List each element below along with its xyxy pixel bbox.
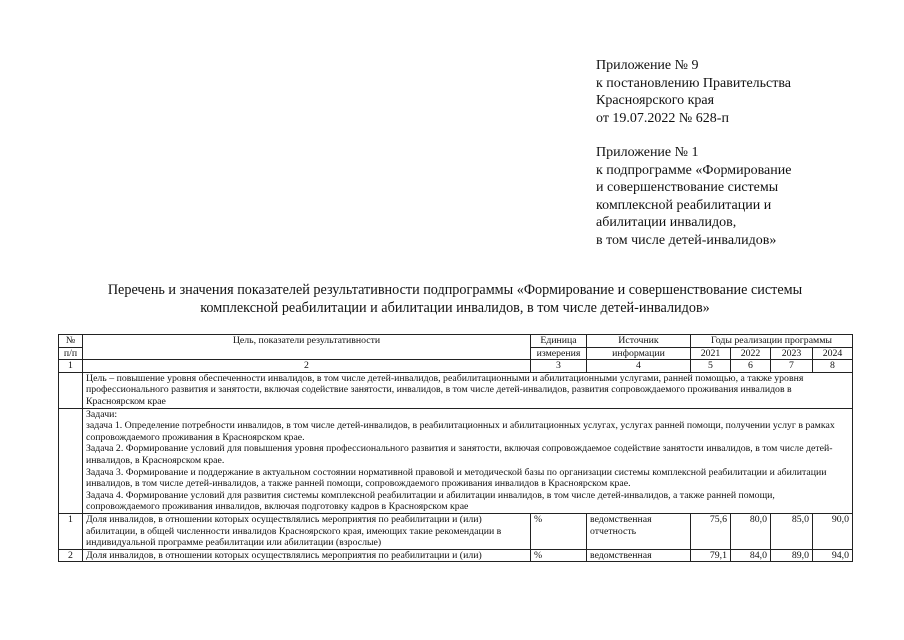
row-value: 89,0 — [771, 549, 813, 562]
tasks-cell — [83, 408, 853, 513]
indicators-table — [58, 334, 853, 562]
row-value: 75,6 — [691, 513, 731, 549]
header-num: № — [59, 335, 83, 348]
appendix-sub-line: комплексной реабилитации и — [596, 197, 772, 213]
header-source: информации — [587, 347, 691, 360]
column-number: 7 — [771, 360, 813, 373]
header-year: 2024 — [813, 347, 853, 360]
row-value: 80,0 — [731, 513, 771, 549]
goal-row — [59, 372, 853, 408]
row-source: ведомственная — [587, 549, 691, 562]
row-unit: % — [531, 513, 587, 549]
header-num: п/п — [59, 347, 83, 360]
task-item: задача 1. Определение потребности инвалидов, в том числе детей-инвалидов, в реабилитационных и абилитационных услугах, услугах ранней помощи, получении услуг в рамках сопровождаемого проживания в Красноярском крае. — [86, 420, 835, 443]
column-number: 8 — [813, 360, 853, 373]
task-item: Задача 3. Формирование и поддержание в актуальном состоянии нормативной правовой и методической базы по организации системы комплексной реабилитации и абилитации инвалидов, в том числе детей-инвалидов, а также ранней помощи, сопровождаемого проживания инвалидов в Красноярском крае. — [86, 466, 827, 490]
document-title-line: Перечень и значения показателей результативности подпрограммы «Формирование и совершенствование системы — [107, 282, 803, 298]
appendix-sub-line: к подпрограмме «Формирование — [596, 162, 792, 178]
column-number: 2 — [83, 360, 531, 373]
column-number-row — [59, 360, 853, 373]
column-number: 6 — [731, 360, 771, 373]
tasks-row — [59, 408, 853, 513]
row-source: ведомственная отчетность — [587, 513, 691, 549]
row-value: 79,1 — [691, 549, 731, 562]
table-row — [59, 513, 853, 549]
table-header-row — [59, 335, 853, 348]
header-years-title: Годы реализации программы — [691, 335, 853, 348]
row-value: 85,0 — [771, 513, 813, 549]
appendix-main-line: Приложение № 9 — [596, 58, 699, 73]
row-value: 84,0 — [731, 549, 771, 562]
appendix-main-block — [596, 57, 791, 127]
header-year: 2023 — [771, 347, 813, 360]
appendix-main-line: к постановлению Правительства — [596, 75, 792, 91]
column-number: 3 — [531, 360, 587, 373]
document-title — [40, 281, 870, 317]
column-number: 4 — [587, 360, 691, 373]
table-row — [59, 549, 853, 562]
goal-num-cell — [59, 372, 83, 408]
row-text: Доля инвалидов, в отношении которых осуществлялись мероприятия по реабилитации и (или) — [83, 549, 531, 562]
row-unit: % — [531, 549, 587, 562]
row-value: 90,0 — [813, 513, 853, 549]
appendix-sub-line: в том числе детей-инвалидов» — [596, 232, 777, 248]
goal-text: Цель – повышение уровня обеспеченности инвалидов, в том числе детей-инвалидов, реабилитационными и абилитационными услугами, ранней помощью, а также уровня профессионального развития и занятости, включая содействие занятости, инвалидов, в том числе детей-инвалидов, развития сопровождаемого проживания инвалидов в Красноярском крае — [83, 372, 853, 408]
tasks-num-cell — [59, 408, 83, 513]
task-item: Задача 2. Формирование условий для повышения уровня профессионального развития и занятости, включая сопровождаемое содействие занятости инвалидов, в том числе детей-инвалидов, в Красноярском крае. — [86, 443, 833, 466]
header-unit: Единица — [531, 335, 587, 348]
row-num: 1 — [59, 513, 83, 549]
appendix-sub-line: Приложение № 1 — [596, 145, 699, 160]
header-source: Источник — [587, 335, 691, 348]
appendix-sub-line: и совершенствование системы — [596, 180, 779, 196]
appendix-main-line: Красноярского края — [596, 93, 715, 109]
column-number: 5 — [691, 360, 731, 373]
header-unit: измерения — [531, 347, 587, 360]
row-text: Доля инвалидов, в отношении которых осуществлялись мероприятия по реабилитации и (или) абилитации, в общей численности инвалидов Красноярского края, имеющих такие рекомендации в индивидуальной программе реабилитации или абилитации (взрослые) — [83, 513, 531, 549]
tasks-heading: Задачи: — [86, 408, 118, 420]
header-year: 2022 — [731, 347, 771, 360]
appendix-sub-line: абилитации инвалидов, — [596, 215, 737, 231]
header-goal: Цель, показатели результативности — [83, 335, 531, 360]
row-value: 94,0 — [813, 549, 853, 562]
appendix-sub-block — [596, 144, 791, 250]
appendix-main-line: от 19.07.2022 № 628-п — [596, 110, 729, 126]
document-title-line: комплексной реабилитации и абилитации инвалидов, в том числе детей-инвалидов» — [200, 300, 710, 316]
column-number: 1 — [59, 360, 83, 373]
row-num: 2 — [59, 549, 83, 562]
header-year: 2021 — [691, 347, 731, 360]
task-item: Задача 4. Формирование условий для развития системы комплексной реабилитации и абилитации инвалидов, в том числе детей-инвалидов, а также ранней помощи, сопровождаемого проживания инвалидов, включая подготовку кадров в Красноярском крае — [86, 489, 775, 513]
